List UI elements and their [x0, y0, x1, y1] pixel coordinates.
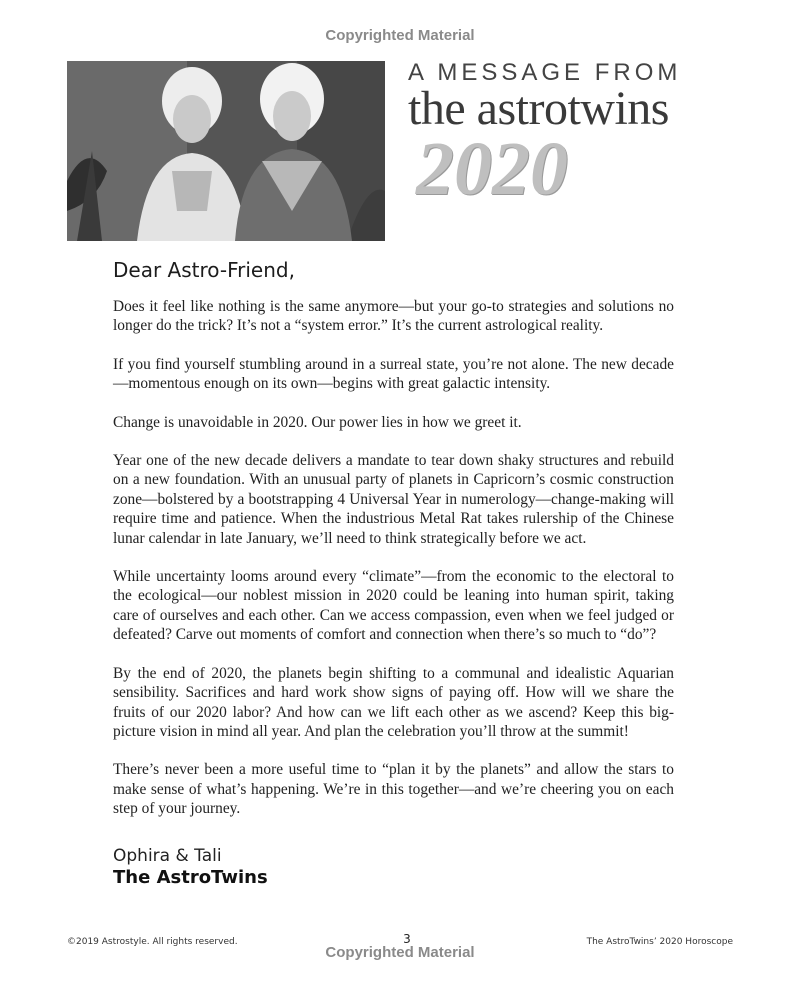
watermark-bottom: Copyrighted Material — [325, 944, 475, 961]
letter-paragraph: By the end of 2020, the planets begin shifting to a communal and idealistic Aquarian sensibility. Sacrifices and hard work show signs of paying off. How will we share the fruits of our 2020 labor? And how can we lift each other as we ascend? Keep this big-picture vision in mind all year. And plan the celebration you’ll throw at the summit! — [113, 664, 674, 740]
letter-paragraph: Does it feel like nothing is the same anymore—but your go-to strategies and solutions no longer do the trick? It’s not a “system error.” It’s the current astrological reality. — [113, 298, 674, 335]
watermark-top: Copyrighted Material — [325, 27, 475, 44]
authors-photo — [67, 61, 385, 241]
page-number: 3 — [403, 932, 411, 946]
letter-paragraph: Year one of the new decade delivers a mandate to tear down shaky structures and rebuild on a new foundation. With an unusual party of planets in Capricorn’s cosmic construction zone—bolstered by a bootstrapping 4 Universal Year in numerology—change-making will require time and patience. When the industrious Metal Rat takes rulership of the Chinese lunar calendar in late January, we’ll need to think strategically before we act. — [113, 452, 674, 547]
header-line1: A MESSAGE FROM — [408, 59, 682, 86]
footer-copyright: ©2019 Astrostyle. All rights reserved. — [67, 937, 238, 947]
signature-names: Ophira & Tali — [113, 846, 222, 866]
letter-paragraph: If you find yourself stumbling around in a surreal state, you’re not alone. The new decade—momentous enough on its own—begins with great galactic intensity. — [113, 355, 674, 393]
greeting: Dear Astro-Friend, — [113, 258, 295, 282]
header-title — [408, 55, 748, 211]
letter-body — [113, 297, 674, 838]
letter-paragraph: Change is unavoidable in 2020. Our power lies in how we greet it. — [113, 413, 522, 431]
header-line2: the astrotwins — [408, 82, 669, 135]
photo-illustration — [67, 61, 385, 241]
letter-paragraph: There’s never been a more useful time to “plan it by the planets” and allow the stars to make sense of what’s happening. We’re in this together—and we’re cheering you on each step of your journey. — [113, 761, 674, 818]
signature-brand: The AstroTwins — [113, 867, 268, 888]
letter-paragraph: While uncertainty looms around every “climate”—from the economic to the electoral to the ecological—our noblest mission in 2020 could be leaning into human spirit, taking care of ourselves and each other. Can we access compassion, even when we feel judged or defeated? Carve out moments of comfort and connection when there’s so much to “do”? — [113, 568, 674, 644]
footer-book-title: The AstroTwins’ 2020 Horoscope — [586, 937, 733, 947]
header-year: 2020 — [416, 127, 568, 211]
